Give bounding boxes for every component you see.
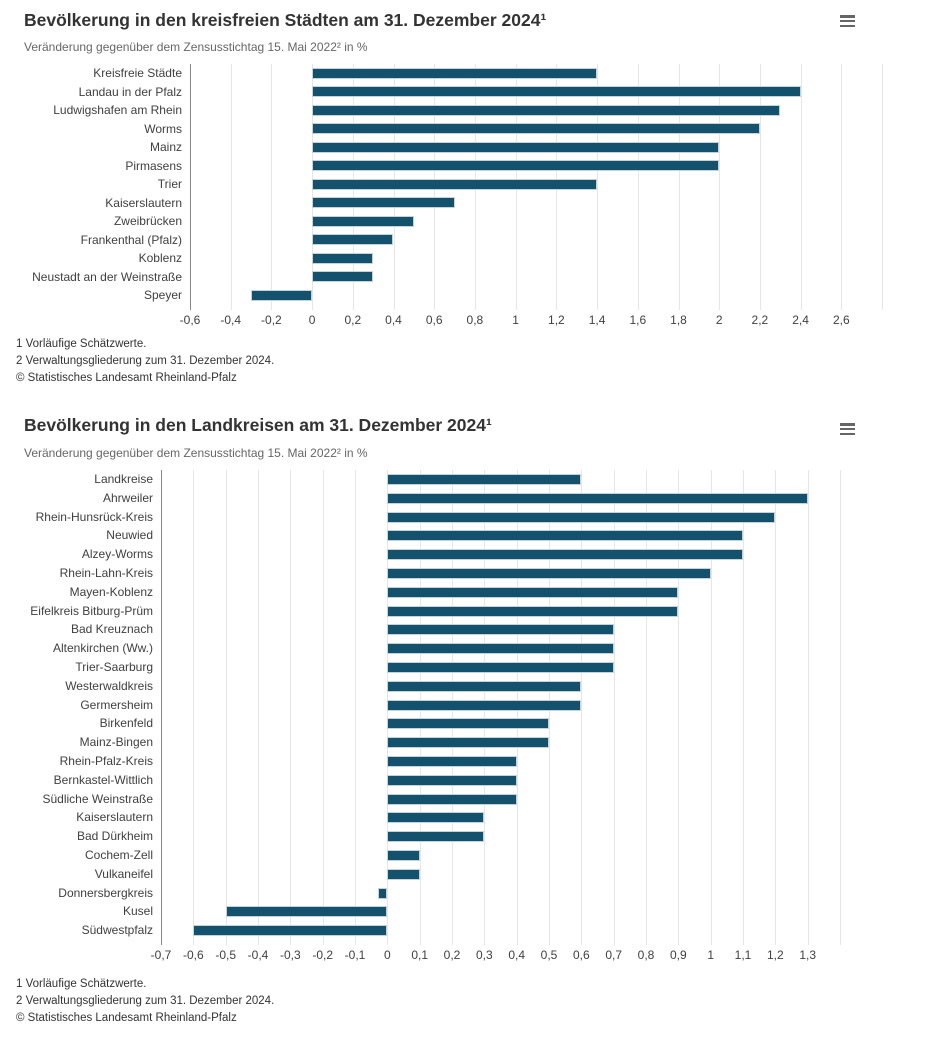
hamburger-menu-icon <box>835 423 859 435</box>
category-axis-line <box>161 470 162 945</box>
bar[interactable] <box>387 812 484 823</box>
bar[interactable] <box>312 234 393 245</box>
category-label: Trier <box>157 177 182 191</box>
bar[interactable] <box>387 493 807 504</box>
bar[interactable] <box>387 643 613 654</box>
x-axis-tick-label: -0,6 <box>179 312 201 327</box>
x-axis-tick-label: 0,4 <box>385 312 402 327</box>
bar[interactable] <box>312 123 760 134</box>
bar[interactable] <box>312 68 597 79</box>
x-axis-tick-label: -0,1 <box>344 948 366 962</box>
gridline <box>231 64 232 310</box>
x-axis-tick-label: -0,5 <box>215 948 237 962</box>
bar[interactable] <box>251 290 312 301</box>
category-label: Kaiserslautern <box>105 195 182 210</box>
category-label: Mainz-Bingen <box>79 735 153 750</box>
bar[interactable] <box>387 831 484 842</box>
bar[interactable] <box>387 606 678 617</box>
gridline <box>679 64 680 310</box>
gridline <box>290 470 291 945</box>
bar[interactable] <box>387 662 613 673</box>
category-label: Altenkirchen (Ww.) <box>52 641 153 656</box>
chart-context-menu-button[interactable] <box>835 419 859 443</box>
category-label: Bernkastel-Wittlich <box>53 772 153 787</box>
gridline <box>775 470 776 945</box>
x-axis-tick-label: 0,5 <box>540 948 558 962</box>
bar[interactable] <box>387 718 549 729</box>
x-axis-tick-label: 0,1 <box>411 948 429 962</box>
category-label: Zweibrücken <box>113 214 182 228</box>
bar[interactable] <box>378 888 388 899</box>
category-label: Rhein-Pfalz-Kreis <box>59 754 153 768</box>
gridline <box>638 64 639 310</box>
x-axis-tick-label: -0,3 <box>279 948 301 962</box>
category-label: Koblenz <box>138 251 182 265</box>
gridline <box>882 64 883 310</box>
bar[interactable] <box>312 160 719 171</box>
x-axis-tick-label: 0,2 <box>443 948 461 962</box>
category-label: Cochem-Zell <box>84 848 153 862</box>
x-axis-tick-label: 0,3 <box>475 948 493 962</box>
chart-subtitle: Veränderung gegenüber dem Zensusstichtag 15. Mai 2022² in % <box>24 40 368 54</box>
category-label: Pirmasens <box>125 158 182 173</box>
category-label: Trier-Saarburg <box>75 660 153 674</box>
x-axis-tick-label: -0,7 <box>150 948 172 962</box>
x-axis-tick-label: 0 <box>308 312 316 327</box>
bar[interactable] <box>387 700 581 711</box>
category-label: Mainz <box>149 140 182 154</box>
category-label: Frankenthal (Pfalz) <box>80 232 182 247</box>
category-label: Bad Kreuznach <box>70 622 153 637</box>
category-label: Bad Dürkheim <box>76 829 153 844</box>
x-axis-tick-label: 0,8 <box>466 312 484 327</box>
bar[interactable] <box>312 142 719 153</box>
bar[interactable] <box>312 86 801 97</box>
bar[interactable] <box>387 624 613 635</box>
bar[interactable] <box>387 512 775 523</box>
category-label: Kreisfreie Städte <box>93 66 182 80</box>
category-label: Ahrweiler <box>102 490 153 505</box>
footnote-1: 1 Vorläufige Schätzwerte. <box>16 338 147 350</box>
category-label: Südwestpfalz <box>81 923 153 938</box>
x-axis-tick-label: 0,7 <box>605 948 623 962</box>
category-axis-line <box>190 64 191 310</box>
x-axis-tick-label: 1,4 <box>588 312 606 327</box>
bar[interactable] <box>312 179 597 190</box>
gridline <box>743 470 744 945</box>
bar[interactable] <box>387 587 678 598</box>
category-label: Germersheim <box>80 697 153 712</box>
chart-title: Bevölkerung in den kreisfreien Städten am 31. Dezember 2024¹ <box>24 10 547 30</box>
x-axis-tick-label: 1 <box>512 312 519 327</box>
x-axis-tick-label: 0,6 <box>425 312 443 327</box>
x-axis-tick-label: 1,6 <box>629 312 647 327</box>
x-axis-tick-label: -0,6 <box>182 948 204 962</box>
chart-subtitle: Veränderung gegenüber dem Zensusstichtag 15. Mai 2022² in % <box>24 446 368 460</box>
x-axis-tick-label: 0,2 <box>344 312 362 327</box>
bar[interactable] <box>387 737 549 748</box>
category-label: Eifelkreis Bitburg-Prüm <box>30 603 153 618</box>
gridline <box>840 470 841 945</box>
chart-section-landkreise <box>0 400 929 1045</box>
category-label: Alzey-Worms <box>81 547 153 562</box>
category-label: Rhein-Hunsrück-Kreis <box>35 509 153 524</box>
bar[interactable] <box>387 756 516 767</box>
bar[interactable] <box>193 925 387 936</box>
bar[interactable] <box>387 850 419 861</box>
gridline <box>258 470 259 945</box>
gridline <box>355 470 356 945</box>
category-label: Ludwigshafen am Rhein <box>53 103 182 117</box>
bar[interactable] <box>312 105 780 116</box>
x-axis-tick-label: 2,6 <box>832 312 850 327</box>
x-axis-tick-label: 0,8 <box>637 948 655 962</box>
x-axis-tick-label: 1,2 <box>548 312 565 327</box>
x-axis-tick-label: 0,4 <box>508 948 526 962</box>
category-label: Südliche Weinstraße <box>42 791 153 806</box>
bar[interactable] <box>226 906 388 917</box>
chart-section-kreisfreie-staedte <box>0 0 929 400</box>
x-axis-tick-label: 1 <box>707 948 715 962</box>
gridline <box>323 470 324 945</box>
x-axis-tick-label: -0,4 <box>247 948 269 962</box>
category-label: Neuwied <box>106 528 153 543</box>
footnote-1: 1 Vorläufige Schätzwerte. <box>16 978 147 990</box>
category-label: Donnersbergkreis <box>58 885 153 900</box>
category-label: Landau in der Pfalz <box>78 84 182 99</box>
bar[interactable] <box>312 216 414 227</box>
plot-area-kreisfreie-staedte <box>32 64 882 327</box>
gridline <box>808 470 809 945</box>
category-label: Kusel <box>122 904 153 919</box>
x-axis-tick-label: 1,3 <box>799 948 817 962</box>
bar[interactable] <box>387 568 710 579</box>
copyright-note: © Statistisches Landesamt Rheinland-Pfalz <box>16 1012 237 1024</box>
x-axis-tick-label: -0,4 <box>220 312 242 327</box>
gridline <box>597 64 598 310</box>
gridline <box>719 64 720 310</box>
gridline <box>226 470 227 945</box>
bar[interactable] <box>387 474 581 485</box>
category-label: Worms <box>144 121 182 136</box>
category-label: Vulkaneifel <box>94 866 153 881</box>
chart-footnotes <box>16 336 274 387</box>
bar[interactable] <box>387 794 516 805</box>
category-label: Neustadt an der Weinstraße <box>32 269 182 284</box>
category-label: Westerwaldkreis <box>65 678 153 693</box>
chart-context-menu-button[interactable] <box>835 11 859 35</box>
category-label: Rhein-Lahn-Kreis <box>59 566 153 580</box>
x-axis-tick-label: 0,6 <box>572 948 590 962</box>
gridline <box>271 64 272 310</box>
category-label: Birkenfeld <box>99 716 153 731</box>
x-axis-tick-label: 1,8 <box>670 312 687 327</box>
x-axis-tick-label: 2 <box>715 312 723 327</box>
bar[interactable] <box>387 549 743 560</box>
category-label: Landkreise <box>94 472 153 486</box>
gridline <box>801 64 802 310</box>
x-axis-tick-label: -0,2 <box>312 948 334 962</box>
x-axis-tick-label: 2,4 <box>792 312 809 327</box>
category-label: Speyer <box>143 288 182 302</box>
category-label: Mayen-Koblenz <box>69 584 153 599</box>
gridline <box>841 64 842 310</box>
gridline <box>193 470 194 945</box>
chart-footnotes <box>16 976 274 1027</box>
footnote-2: 2 Verwaltungsgliederung zum 31. Dezember 2024. <box>16 355 275 367</box>
copyright-note: © Statistisches Landesamt Rheinland-Pfalz <box>16 372 237 384</box>
bar[interactable] <box>387 530 743 541</box>
x-axis-tick-label: 1,2 <box>766 948 784 962</box>
x-axis-tick-label: -0,2 <box>261 312 282 327</box>
bar[interactable] <box>387 775 516 786</box>
gridline <box>760 64 761 310</box>
bar[interactable] <box>387 681 581 692</box>
category-label: Kaiserslautern <box>76 810 153 825</box>
x-axis-tick-label: 0 <box>383 948 391 962</box>
bar[interactable] <box>387 869 419 880</box>
bar[interactable] <box>312 197 455 208</box>
x-axis-tick-label: 1,1 <box>734 948 752 962</box>
bar[interactable] <box>312 253 373 264</box>
plot-area-landkreise <box>30 470 840 962</box>
chart-title: Bevölkerung in den Landkreisen am 31. Dezember 2024¹ <box>24 415 492 435</box>
bar[interactable] <box>312 271 373 282</box>
hamburger-menu-icon <box>835 15 859 27</box>
footnote-2: 2 Verwaltungsgliederung zum 31. Dezember 2024. <box>16 995 275 1007</box>
x-axis-tick-label: 2,2 <box>751 312 769 327</box>
x-axis-tick-label: 0,9 <box>669 948 687 962</box>
